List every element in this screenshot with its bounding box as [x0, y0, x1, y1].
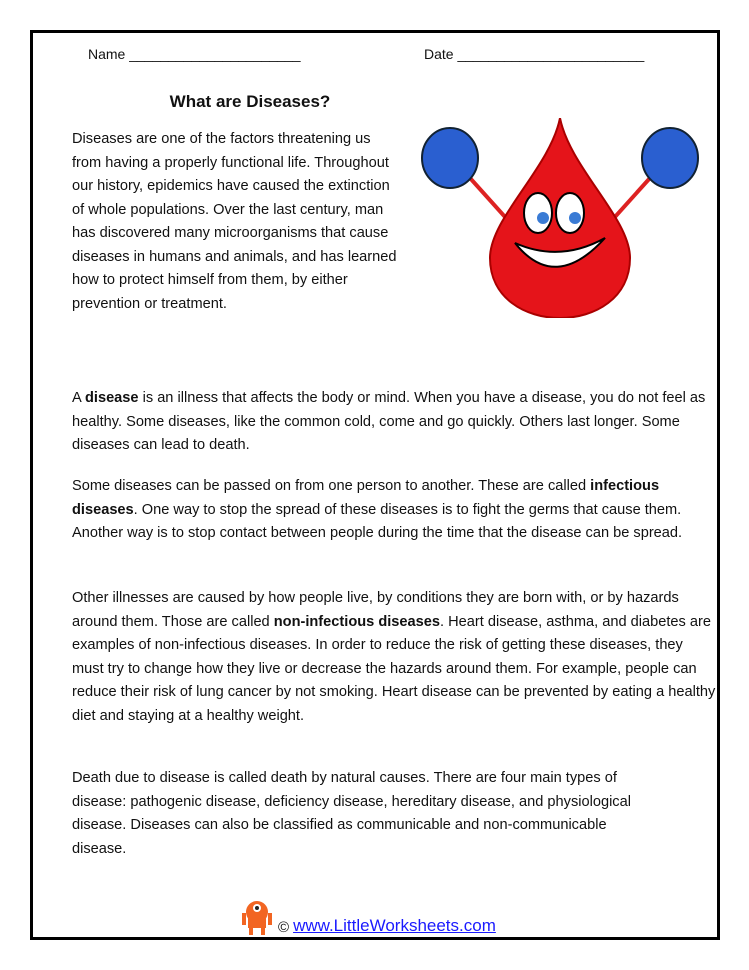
- website-link[interactable]: www.LittleWorksheets.com: [293, 916, 496, 935]
- copyright-symbol: ©: [278, 919, 290, 936]
- page-title: What are Diseases?: [169, 92, 331, 111]
- monster-logo-icon: [240, 898, 274, 936]
- infectious-diseases-paragraph: Some diseases can be passed on from one person to another. These are called infectious diseases. One way to stop the spread of these diseases is to fight the germs that cause them. Another way is to stop contact between people during the time that the disease can be spread.: [72, 478, 683, 541]
- natural-causes-paragraph: Death due to disease is called death by natural causes. There are four main types of disease: pathogenic disease, deficiency disease, hereditary disease, and physiological disease. Diseases can also be classified as communicable and non-communicable disease.: [72, 770, 631, 857]
- date-field: Date ________________________: [424, 46, 645, 62]
- blood-drop-mascot-illustration: [420, 118, 700, 318]
- footer: [240, 898, 496, 936]
- non-infectious-diseases-paragraph: Other illnesses are caused by how people live, by conditions they are born with, or by hazards around them. Those are called non-infectious diseases. Heart disease, asthma, and diabetes are examples of non-infectious diseases. In order to reduce the risk of getting these diseases, they must try to change how they live or decrease the hazards around them. For example, people can reduce their risk of lung cancer by not smoking. Heart disease can be prevented by eating a healthy diet and staying at a healthy weight.: [72, 590, 716, 724]
- name-field: Name ______________________: [88, 46, 301, 62]
- intro-paragraph: Diseases are one of the factors threatening us from having a properly functional life. Throughout our history, epidemics have caused the extinction of whole populations. Over the last century, man has discovered many microorganisms that cause diseases in humans and animals, and has learned how to protect himself from them, by either prevention or treatment.: [72, 131, 397, 312]
- disease-definition-paragraph: A disease is an illness that affects the body or mind. When you have a disease, you do not feel as healthy. Some diseases, like the common cold, come and go quickly. Others last longer. Some diseases can lead to death.: [72, 390, 706, 453]
